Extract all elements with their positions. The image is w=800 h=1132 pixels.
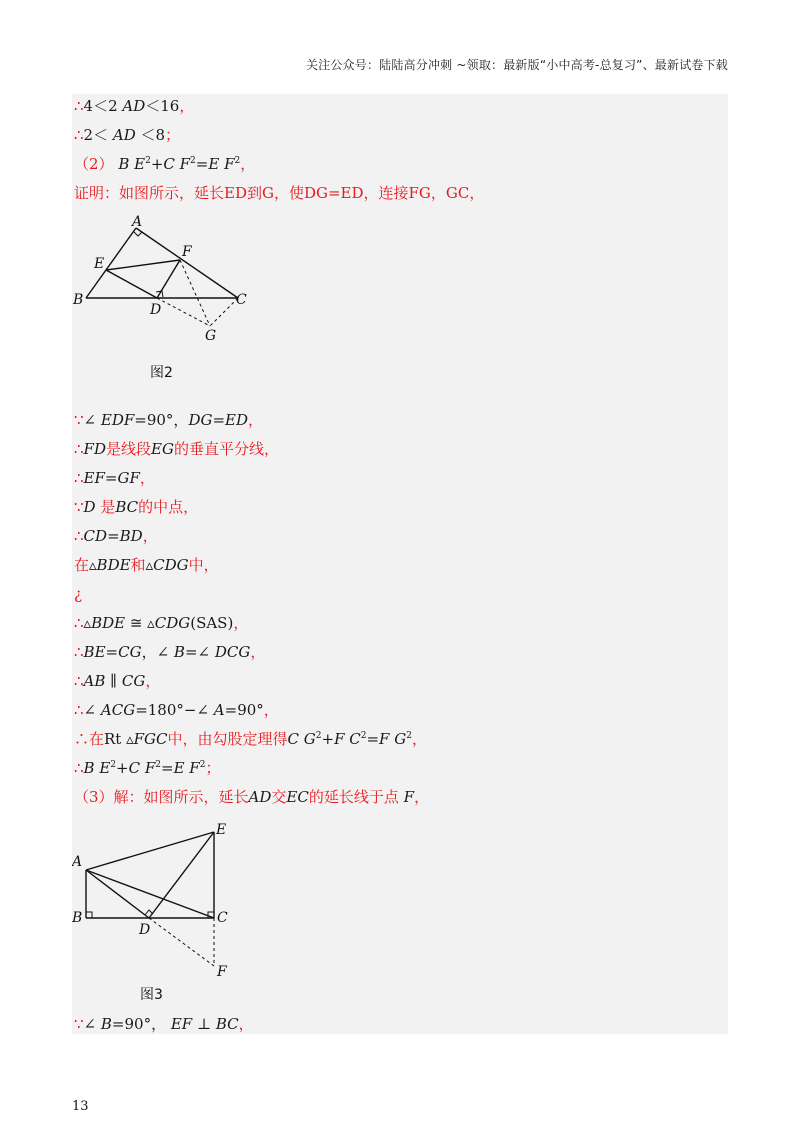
figure-3 (72, 822, 252, 986)
figure-2-caption: 图2 (150, 365, 173, 381)
text-line: ∴∠ ACG=180°−∠ A=90°， (74, 701, 279, 719)
text-line: ∴2＜ AD ＜8； (74, 126, 181, 144)
point-label: F (182, 244, 192, 260)
point-label: B (73, 292, 84, 308)
point-label: E (94, 256, 105, 272)
text-line: ∵∠ EDF=90°，DG=ED， (74, 411, 264, 429)
text-line: ¿ (74, 585, 83, 603)
text-line: ∴4＜2 AD＜16， (74, 97, 195, 115)
solution-content (72, 94, 728, 1034)
figure-3-caption: 图3 (140, 987, 163, 1003)
point-label: A (72, 854, 83, 870)
point-label: G (205, 328, 217, 342)
point-label: D (150, 302, 162, 318)
text-line: ∵∠ B=90°， EF ⊥ BC， (74, 1015, 254, 1033)
text-line: ∴CD=BD， (74, 527, 158, 545)
text-line: ∴AB ∥ CG， (74, 672, 161, 690)
page-header: 关注公众号：陆陆高分冲刺 ~领取：最新版“小中高考-总复习”、最新试卷下载 (305, 58, 728, 72)
point-label: C (217, 910, 228, 926)
text-line: ∴EF=GF， (74, 469, 155, 487)
text-line: ∴▵BDE ≅ ▵CDG(SAS)， (74, 614, 249, 632)
text-line: ∵D 是BC的中点， (74, 498, 199, 516)
figure-2 (72, 212, 262, 346)
text-line: ∴B $E^2+C$ $F^2=E$ $F^2$； (74, 759, 221, 777)
point-label: D (139, 922, 151, 938)
point-label: B (72, 910, 83, 926)
point-label: E (216, 822, 227, 838)
text-line: （2） B $E^2+C$ $F^2=E$ $F^2$， (74, 155, 256, 173)
text-line: ∴FD是线段EG的垂直平分线， (74, 440, 279, 458)
point-label: A (132, 214, 143, 230)
text-line: ∴在Rt ▵FGC中，由勾股定理得C $G^2+F$ $C^2=F$ $G^2$， (74, 730, 427, 748)
text-line: 在▵BDE和▵CDG中， (74, 556, 219, 574)
point-label: F (217, 964, 227, 980)
text-line: （3）解：如图所示，延长AD交EC的延长线于点 F， (74, 788, 430, 806)
text-line: ∴BE=CG，∠ B=∠ DCG， (74, 643, 266, 661)
page-number: 13 (72, 1099, 89, 1114)
point-label: C (236, 292, 247, 308)
text-line: 证明：如图所示，延长ED到G，使DG=ED，连接FG，GC， (74, 184, 485, 202)
